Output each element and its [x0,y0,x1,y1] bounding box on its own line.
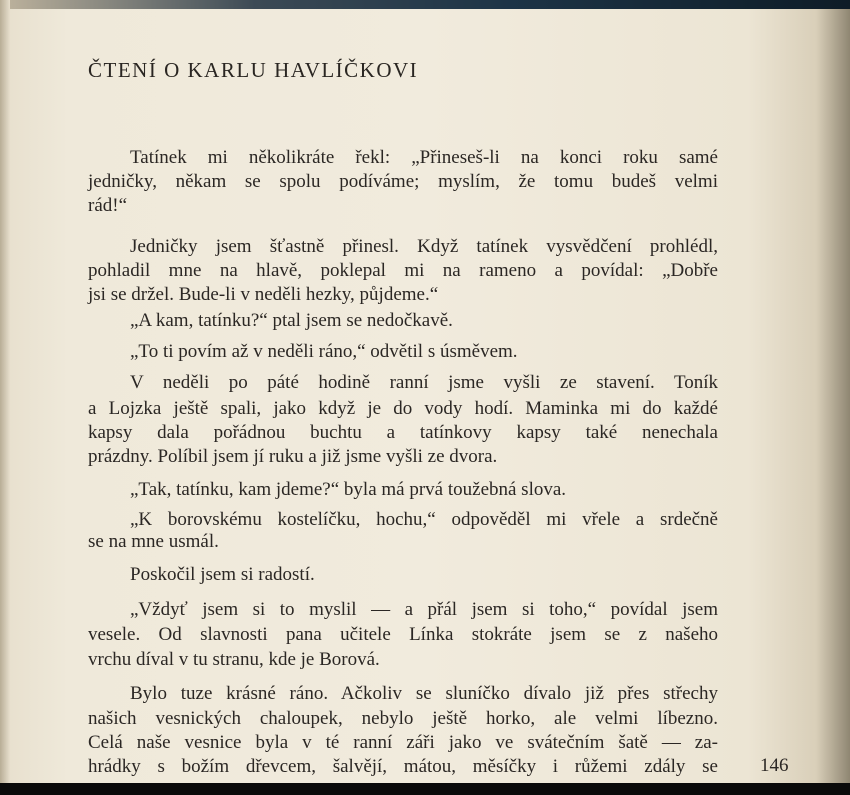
text-line: kapsy dala pořádnou buchtu a tatínkovy kapsy také nenechala [88,422,718,443]
book-gutter [0,0,10,783]
text-line: našich vesnických chaloupek, nebylo ještě horko, ale velmi líbezno. [88,708,718,729]
text-line: Celá naše vesnice byla v té ranní záři jako ve svátečním šatě — za- [88,732,718,753]
text-line: prázdny. Políbil jsem jí ruku a již jsme vyšli ze dvora. [88,446,498,467]
text-line: Bylo tuze krásné ráno. Ačkoliv se sluníčko dívalo již přes střechy [130,683,718,704]
text-line: jsi se držel. Bude-li v neděli hezky, půjdeme.“ [88,284,439,305]
text-line: se na mne usmál. [88,531,219,552]
text-line: „Tak, tatínku, kam jdeme?“ byla má prvá toužebná slova. [130,479,567,500]
text-line: „To ti povím až v neděli ráno,“ odvětil s úsměvem. [130,341,518,362]
text-line: rád!“ [88,195,128,216]
text-line: a Lojzka ještě spali, jako když je do vody hodí. Maminka mi do každé [88,398,718,419]
top-edge [0,0,850,9]
text-line: vrchu díval v tu stranu, kde je Borová. [88,649,380,670]
running-header: ČTENÍ O KARLU HAVLÍČKOVI [88,58,419,82]
text-line: „A kam, tatínku?“ ptal jsem se nedočkavě. [130,310,453,331]
text-line: V neděli po páté hodině ranní jsme vyšli ze stavení. Toník [130,372,718,393]
text-line: pohladil mne na hlavě, poklepal mi na rameno a povídal: „Dobře [88,260,718,281]
text-line: Poskočil jsem si radostí. [130,564,315,585]
text-line: „Vždyť jsem si to myslil — a přál jsem si toho,“ povídal jsem [130,599,718,620]
text-line: Tatínek mi několikráte řekl: „Přineseš-li na konci roku samé [130,147,718,168]
text-line: Jedničky jsem šťastně přinesl. Když tatínek vysvědčení prohlédl, [130,236,718,257]
text-line: vesele. Od slavnosti pana učitele Línka stokráte jsem se z našeho [88,624,718,645]
text-line: jedničky, někam se spolu podíváme; myslím, že tomu budeš velmi [88,171,718,192]
text-line: hrádky s božím dřevcem, šalvějí, mátou, měsíčky i růžemi zdály se [88,756,718,777]
text-line: „K borovskému kostelíčku, hochu,“ odpověděl mi vřele a srdečně [130,509,718,530]
page-number: 146 [760,755,789,776]
